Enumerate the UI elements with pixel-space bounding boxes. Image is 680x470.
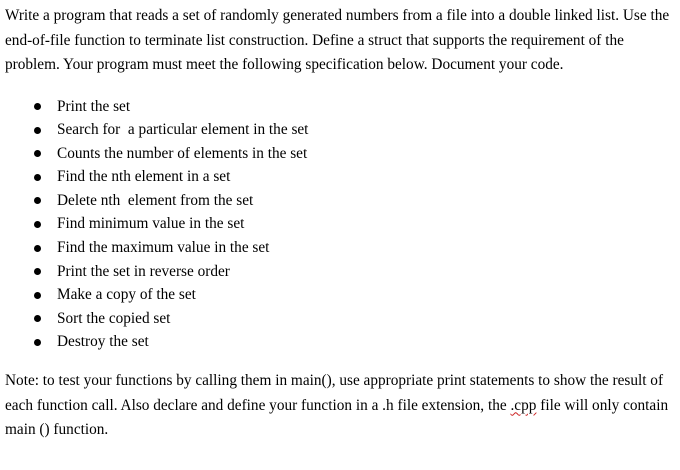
bullet-icon [34, 292, 41, 299]
bullet-icon [34, 245, 41, 252]
bullet-icon [34, 339, 41, 346]
note-paragraph [5, 369, 673, 443]
list-item: Destroy the set [5, 330, 673, 354]
bullet-icon [34, 197, 41, 204]
list-item: Delete nth element from the set [5, 189, 673, 213]
list-item: Counts the number of elements in the set [5, 142, 673, 166]
list-item: Find minimum value in the set [5, 212, 673, 236]
spellcheck-flagged-word: .cpp [510, 396, 537, 414]
list-item: Find the nth element in a set [5, 165, 673, 189]
list-item: Find the maximum value in the set [5, 236, 673, 260]
note-tail: file will only contain main () function. [5, 396, 669, 439]
list-item: Search for a particular element in the set [5, 118, 673, 142]
list-item: Make a copy of the set [5, 283, 673, 307]
requirements-list [5, 95, 673, 355]
bullet-icon [34, 127, 41, 134]
list-item: Print the set [5, 95, 673, 119]
note-text: Note: to test your functions by calling them in main(), use appropriate print statements to show the result of each function call. Also declare and define your function in a .h file extension, the [5, 372, 664, 414]
bullet-icon [34, 268, 41, 275]
list-item: Sort the copied set [5, 307, 673, 331]
bullet-icon [34, 150, 41, 157]
document-body [5, 4, 673, 443]
bullet-icon [34, 315, 41, 322]
bullet-icon [34, 221, 41, 228]
list-item: Print the set in reverse order [5, 260, 673, 284]
assignment-intro: Write a program that reads a set of randomly generated numbers from a file into a double linked list. Use the end-of-file function to terminate list construction. Define a struct that supports the requirement of the problem. Your program must meet the following specification below. Document your code. [5, 7, 670, 73]
bullet-icon [34, 103, 41, 110]
bullet-icon [34, 174, 41, 181]
